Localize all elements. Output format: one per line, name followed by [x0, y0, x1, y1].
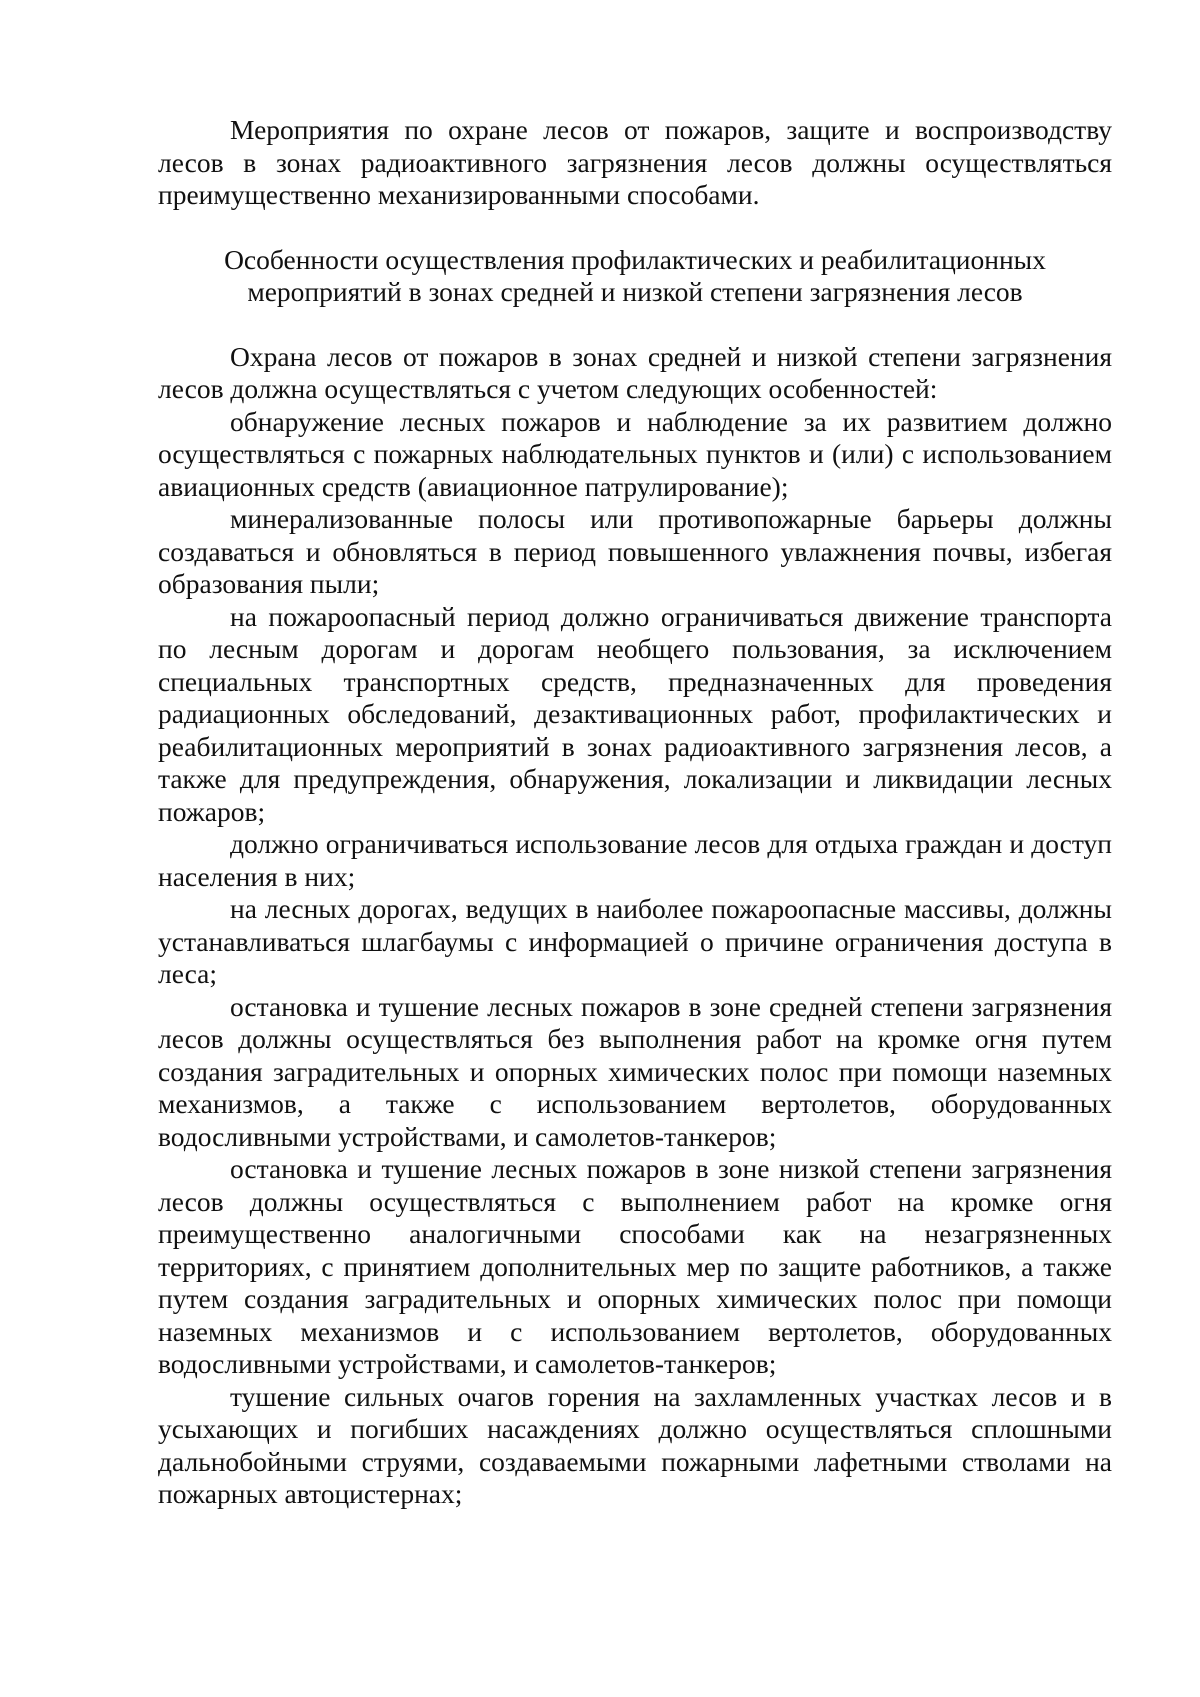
list-item-transport: на пожароопасный период должно ограничиваться движение транспорта по лесным дорогам и дорогам необщего пользования, за исключением специальных транспортных средств, предназначенных для проведения радиационных обследований, дезактивационных работ, профилактических и реабилитационных мероприятий в зонах радиоактивного загрязнения лесов, а также для предупреждения, обнаружения, локализации и ликвидации лесных пожаров; — [158, 600, 1112, 827]
list-item-barrier-gates: на лесных дорогах, ведущих в наиболее пожароопасные массивы, должны устанавливаться шлагбаумы с информацией о причине ограничения доступа в леса; — [158, 893, 1112, 989]
list-item-detection: обнаружение лесных пожаров и наблюдение за их развитием должно осуществляться с пожарных наблюдательных пунктов и (или) с использованием авиационных средств (авиационное патрулирование); — [158, 405, 1112, 502]
intro-paragraph: Мероприятия по охране лесов от пожаров, защите и воспроизводству лесов в зонах радиоактивного загрязнения лесов должны осуществляться преимущественно механизированными способами. — [158, 114, 1112, 210]
section-title — [158, 244, 1112, 309]
section-title-line-1: Особенности осуществления профилактических и реабилитационных — [224, 243, 1046, 275]
list-item-medium-zone: остановка и тушение лесных пожаров в зоне средней степени загрязнения лесов должны осуществляться без выполнения работ на кромке огня путем создания заградительных и опорных химических полос при помощи наземных механизмов, а также с использованием вертолетов, оборудованных водосливными устройствами, и самолетов-танкеров; — [158, 990, 1112, 1152]
lead-paragraph: Охрана лесов от пожаров в зонах средней и низкой степени загрязнения лесов должна осуществляться с учетом следующих особенностей: — [158, 340, 1112, 404]
list-item-recreation: должно ограничиваться использование лесов для отдыха граждан и доступ населения в них; — [158, 828, 1112, 892]
list-item-extinguishing: тушение сильных очагов горения на захламленных участках лесов и в усыхающих и погибших насаждениях должно осуществляться сплошными дальнобойными струями, создаваемыми пожарными лафетными стволами на пожарных автоцистернах; — [158, 1380, 1112, 1509]
list-item-barriers: минерализованные полосы или противопожарные барьеры должны создаваться и обновляться в период повышенного увлажнения почвы, избегая образования пыли; — [158, 503, 1112, 599]
document-body — [158, 114, 1112, 1511]
section-title-line-2: мероприятий в зонах средней и низкой степени загрязнения лесов — [247, 276, 1023, 307]
list-item-low-zone: остановка и тушение лесных пожаров в зоне низкой степени загрязнения лесов должны осуществляться с выполнением работ на кромке огня преимущественно аналогичными способами как на незагрязненных территориях, с принятием дополнительных мер по защите работников, а также путем создания заградительных и опорных химических полос при помощи наземных механизмов и с использованием вертолетов, оборудованных водосливными устройствами, и самолетов-танкеров; — [158, 1153, 1112, 1379]
